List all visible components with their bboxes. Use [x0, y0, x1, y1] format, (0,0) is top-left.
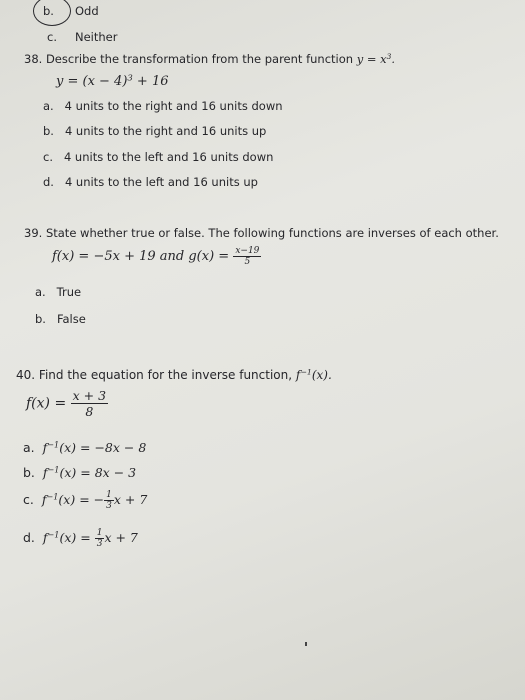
question-37: [0, 0, 525, 44]
q40-f-fraction: $\frac{x + 3}{8}$: [72, 388, 107, 419]
q38-function: $y = (x - 4)^3 + 16$: [56, 72, 169, 89]
q40-option-d-fraction: $\frac{1}{3}$: [96, 528, 103, 549]
q40-option-c: c. $f^{-1}(x)$ = − $\frac{1}{3}$ x + 7: [23, 490, 148, 511]
q40-option-c-fraction: $\frac{1}{3}$: [106, 490, 112, 511]
q38-option-a: a. 4 units to the right and 16 units down: [43, 99, 283, 113]
q40-number: 40.: [16, 368, 36, 382]
q40-prompt: Find the equation for the inverse function,: [38, 368, 293, 382]
q40-inverse-notation: $f^{-1}(x)$.: [295, 367, 332, 382]
q38-option-b: b. 4 units to the right and 16 units up: [43, 124, 267, 138]
q38-option-d: d. 4 units to the left and 16 units up: [43, 175, 258, 189]
q38-parent-function: $y = x^3$.: [356, 51, 396, 66]
q39-option-b: b. False: [35, 312, 86, 326]
q38-prompt: Describe the transformation from the parent function: [45, 52, 354, 66]
q39-functions: f(x) = −5x + 19 and g(x) = $\frac{x-19}{5}$: [52, 246, 260, 267]
q38-option-c: c. 4 units to the left and 16 units down: [43, 150, 274, 164]
q39-prompt-line: [24, 226, 499, 240]
q40-function: f(x) = $\frac{x + 3}{8}$: [26, 388, 107, 419]
q37-option-c-letter: c.: [47, 30, 57, 44]
q40-option-d: d. $f^{-1}(x)$ = $\frac{1}{3}$ x + 7: [23, 528, 138, 549]
q39-number: 39.: [24, 226, 43, 240]
q40-option-b: b. $f^{-1}(x) = 8x - 3$: [23, 464, 137, 480]
q38-number: 38.: [24, 52, 43, 66]
q37-option-b-text: Odd: [75, 4, 99, 18]
q39-prompt: State whether true or false. The following functions are inverses of each other.: [45, 226, 499, 240]
q39-g-fraction: $\frac{x-19}{5}$: [235, 246, 260, 267]
q40-prompt-line: [16, 368, 332, 382]
q38-prompt-line: [24, 52, 395, 66]
q40-option-a: a. $f^{-1}(x) = -8x - 8$: [23, 439, 147, 455]
pen-mark: [305, 642, 307, 646]
q39-option-a: a. True: [35, 285, 82, 299]
q37-option-b-letter: b.: [43, 4, 54, 18]
q37-option-c-text: Neither: [75, 30, 118, 44]
